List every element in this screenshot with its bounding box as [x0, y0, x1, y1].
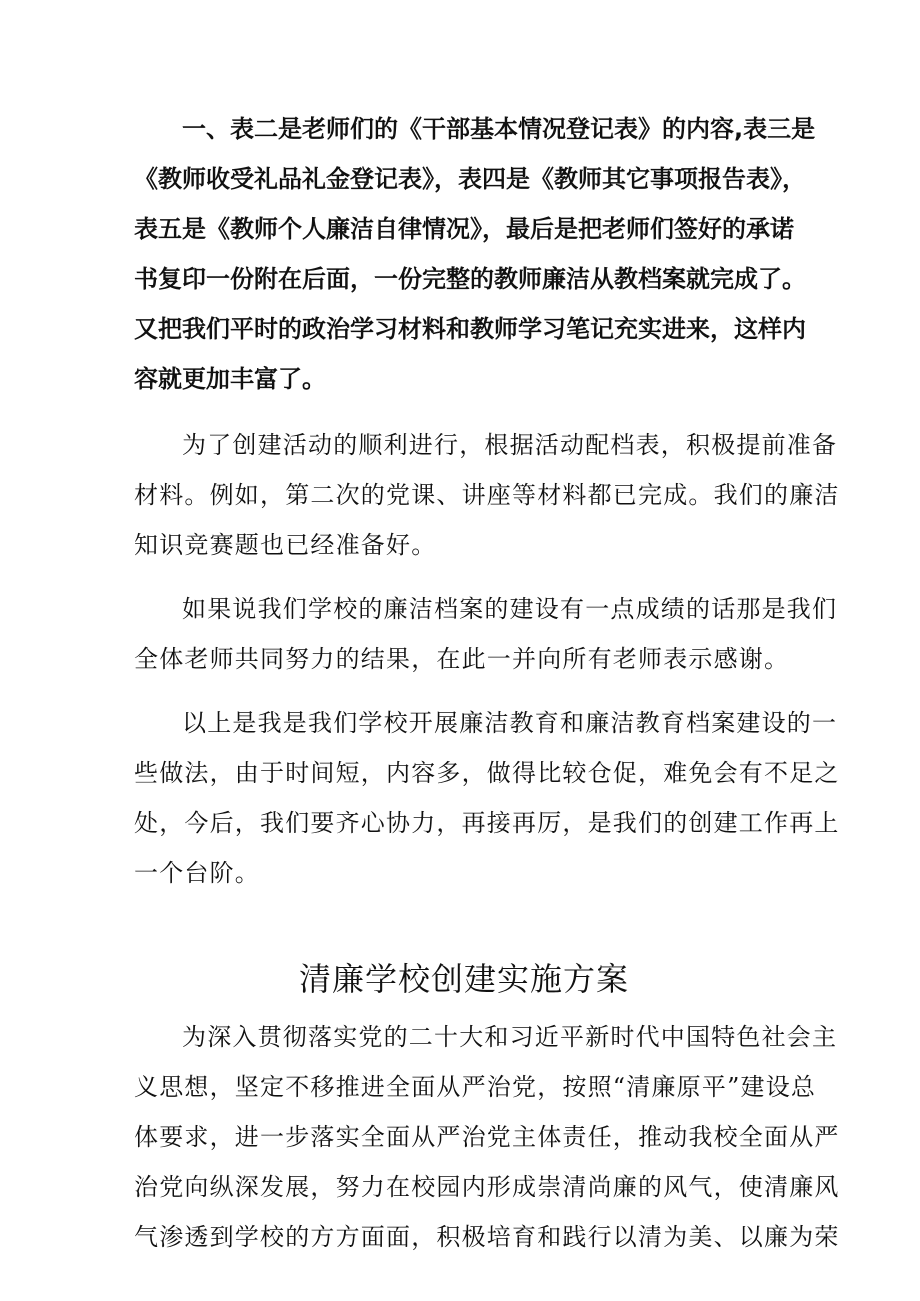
paragraph-line: 为了创建活动的顺利进行，根据活动配档表，积极提前准备: [182, 431, 838, 459]
paragraph-line: 处，今后，我们要齐心协力，再接再厉，是我们的创建工作再上: [134, 809, 840, 837]
paragraph-line: 又把我们平时的政治学习材料和教师学习笔记充实进来，这样内: [134, 315, 806, 343]
document-page: [134, 104, 840, 1262]
paragraph-line: 《教师收受礼品礼金登记表》，表四是《教师其它事项报告表》，: [134, 165, 806, 193]
paragraph-line: 表五是《教师个人廉洁自律情况》，最后是把老师们签好的承诺: [134, 215, 794, 243]
paragraph-line: 体要求，进一步落实全面从严治党主体责任，推动我校全面从严: [134, 1123, 840, 1151]
paragraph-line: 如果说我们学校的廉洁档案的建设有一点成绩的话那是我们: [182, 595, 838, 623]
thanks-paragraph: [134, 584, 838, 684]
paragraph-line: 一个台阶。: [134, 859, 260, 887]
paragraph-line: 容就更加丰富了。: [134, 365, 326, 393]
paragraph-line: 一、表二是老师们的《干部基本情况登记表》的内容,表三是: [182, 115, 816, 143]
paragraph-line: 义思想，坚定不移推进全面从严治党，按照“清廉原平”建设总: [134, 1073, 817, 1101]
paragraph-line: 知识竞赛题也已经准备好。: [134, 531, 437, 559]
paragraph-line: 些做法，由于时间短，内容多，做得比较仓促，难免会有不足之: [134, 759, 840, 787]
paragraph-line: 以上是我是我们学校开展廉洁教育和廉洁教育档案建设的一: [182, 709, 838, 737]
archive-section: [134, 104, 816, 404]
plan-intro-paragraph: [134, 1012, 840, 1262]
paragraph-line: 全体老师共同努力的结果，在此一并向所有老师表示感谢。: [134, 645, 790, 673]
paragraph-line: 治党向纵深发展，努力在校园内形成崇清尚廉的风气，使清廉风: [134, 1173, 840, 1201]
paragraph-line: 为深入贯彻落实党的二十大和习近平新时代中国特色社会主: [182, 1023, 838, 1051]
paragraph-line: 气渗透到学校的方方面面，积极培育和践行以清为美、以廉为荣: [134, 1223, 840, 1251]
summary-paragraph: [134, 698, 840, 898]
document-title: 清廉学校创建实施方案: [298, 960, 629, 998]
paragraph-line: 材料。例如，第二次的党课、讲座等材料都已完成。我们的廉洁: [134, 481, 840, 509]
paragraph-line: 书复印一份附在后面，一份完整的教师廉洁从教档案就完成了。: [134, 265, 806, 293]
preparation-paragraph: [134, 420, 840, 570]
